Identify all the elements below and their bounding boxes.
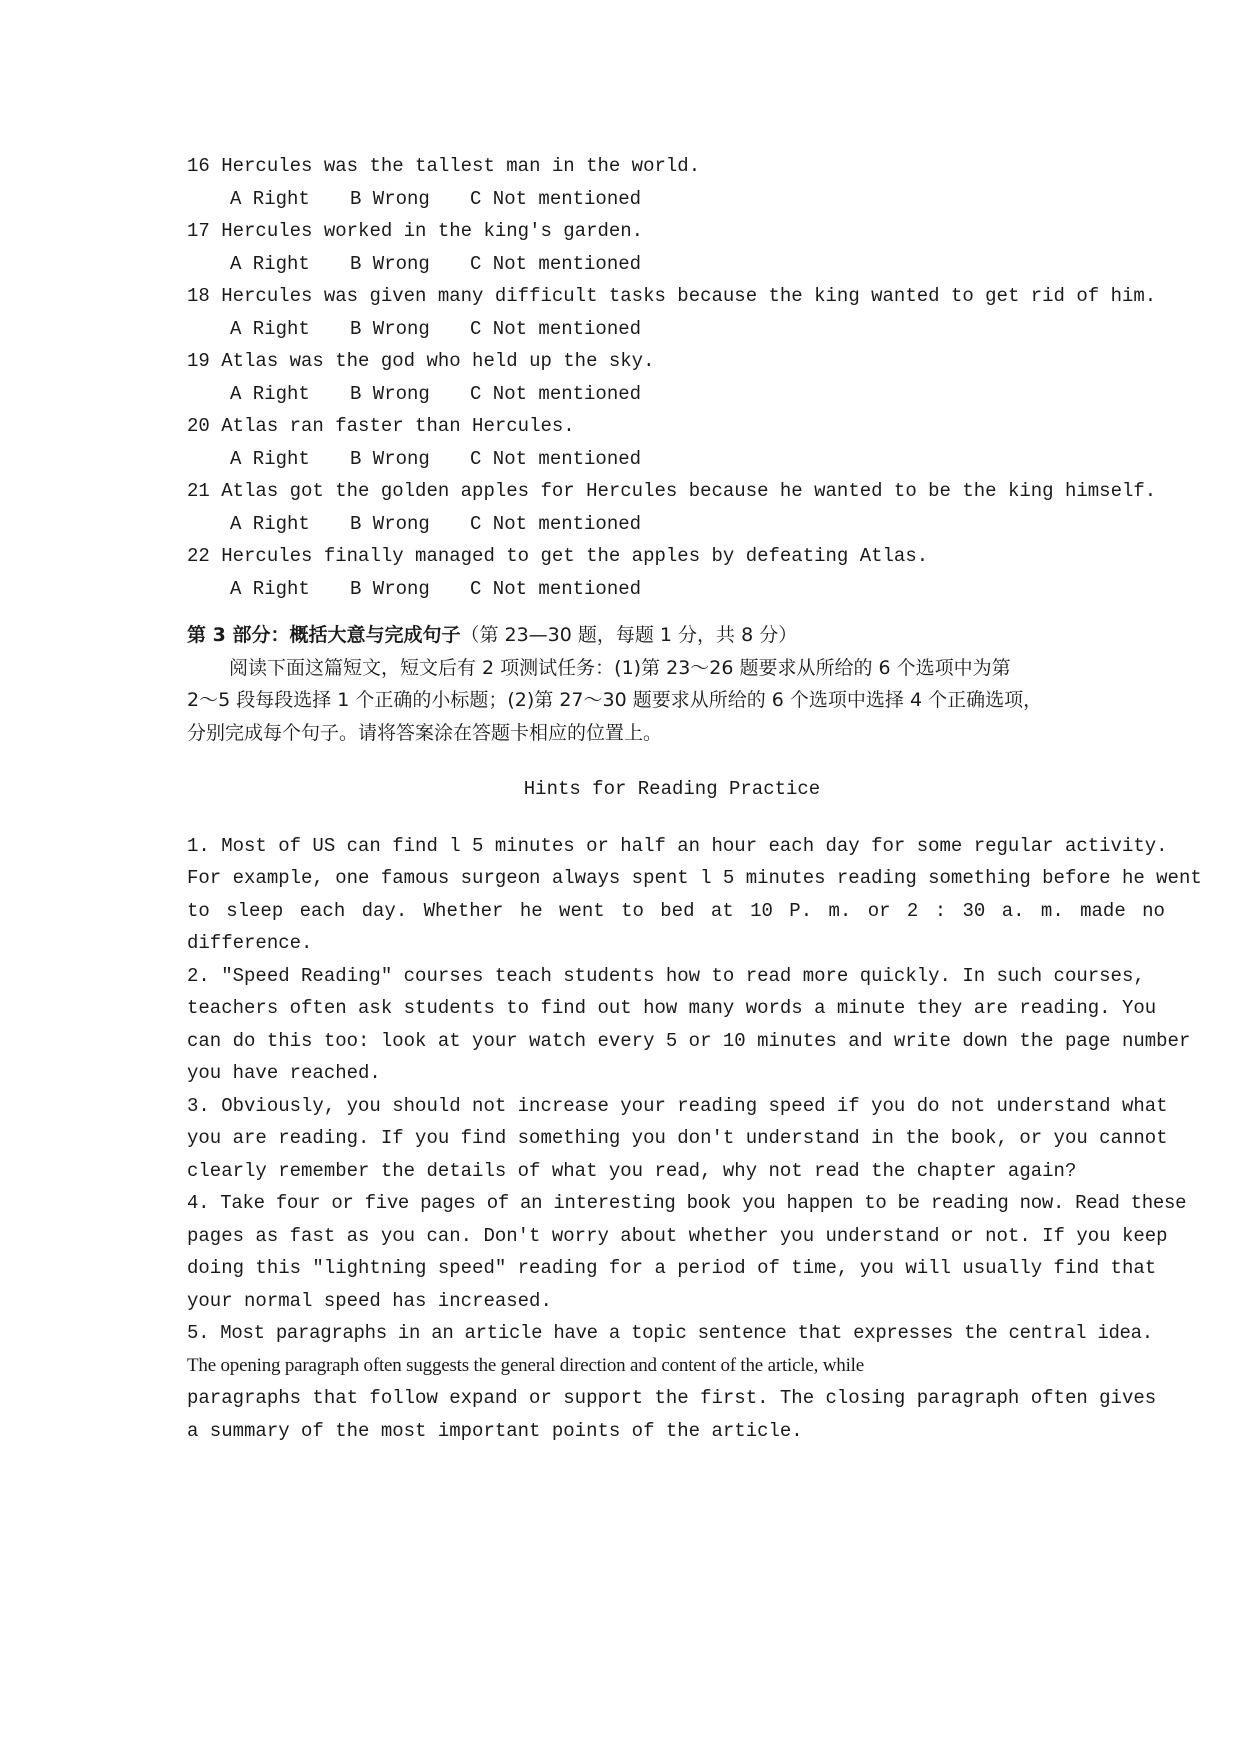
question-text xyxy=(187,150,1157,183)
paragraph-line: doing this "lightning speed" reading for a period of time, you will usually find that xyxy=(187,1257,1157,1279)
paragraph-line: paragraphs that follow expand or support the first. The closing paragraph often gives xyxy=(187,1387,1157,1409)
article-paragraph-2 xyxy=(187,960,1191,1090)
question-number: 17 xyxy=(187,220,210,242)
paragraph-line: pages as fast as you can. Don't worry about whether you understand or not. If you keep xyxy=(187,1224,1168,1247)
instruction-line: 分别完成每个句子。请将答案涂在答题卡相应的位置上。 xyxy=(187,721,663,744)
paragraph-line: For example, one famous surgeon always spent l 5 minutes reading something before he went xyxy=(187,867,1202,889)
option-c[interactable]: C Not mentioned xyxy=(470,512,642,535)
option-a[interactable]: A Right xyxy=(230,382,310,405)
option-b[interactable]: B Wrong xyxy=(350,577,430,600)
instruction-line: 阅读下面这篇短文，短文后有 2 项测试任务：(1)第 23～26 题要求从所给的 6 个选项中为第 xyxy=(229,656,1011,679)
question-21 xyxy=(187,475,1157,540)
article-paragraph-3 xyxy=(187,1090,1168,1188)
section-3-title: 第 3 部分：概括大意与完成句子 xyxy=(187,624,461,646)
question-18 xyxy=(187,280,1157,345)
question-19 xyxy=(187,345,1157,410)
paragraph-line: 4. Take four or five pages of an interesting book you happen to be reading now. Read these xyxy=(187,1192,1187,1214)
section-3-score-note: （第 23—30 题，每题 1 分，共 8 分） xyxy=(460,624,798,646)
option-c[interactable]: C Not mentioned xyxy=(470,317,642,340)
option-c[interactable]: C Not mentioned xyxy=(470,187,642,210)
question-20 xyxy=(187,410,1157,475)
section-3-heading xyxy=(187,619,1157,652)
question-options xyxy=(187,573,1157,606)
question-17 xyxy=(187,215,1157,280)
paragraph-line: 2. "Speed Reading" courses teach students how to read more quickly. In such courses, xyxy=(187,964,1145,987)
option-a[interactable]: A Right xyxy=(230,447,310,470)
question-22 xyxy=(187,540,1157,605)
paragraph-line: a summary of the most important points of the article. xyxy=(187,1419,803,1442)
question-text xyxy=(187,215,1157,248)
option-c[interactable]: C Not mentioned xyxy=(470,447,642,470)
option-c[interactable]: C Not mentioned xyxy=(470,577,642,600)
question-number: 16 xyxy=(187,155,210,177)
option-a[interactable]: A Right xyxy=(230,512,310,535)
option-b[interactable]: B Wrong xyxy=(350,317,430,340)
option-a[interactable]: A Right xyxy=(230,187,310,210)
question-stem: Hercules worked in the king's garden. xyxy=(221,220,644,242)
paragraph-line: your normal speed has increased. xyxy=(187,1289,552,1312)
article-paragraph-5 xyxy=(187,1317,1157,1447)
question-text xyxy=(187,280,1157,313)
question-16 xyxy=(187,150,1157,215)
article-paragraph-4 xyxy=(187,1187,1187,1317)
question-stem: Hercules was given many difficult tasks because the king wanted to get rid of him. xyxy=(221,285,1157,307)
option-c[interactable]: C Not mentioned xyxy=(470,252,642,275)
option-a[interactable]: A Right xyxy=(230,577,310,600)
option-b[interactable]: B Wrong xyxy=(350,252,430,275)
article-paragraph-1 xyxy=(187,830,1202,960)
option-a[interactable]: A Right xyxy=(230,317,310,340)
question-stem: Hercules finally managed to get the apples by defeating Atlas. xyxy=(221,545,929,567)
paragraph-line: 5. Most paragraphs in an article have a topic sentence that expresses the central idea. xyxy=(187,1322,1153,1344)
question-text xyxy=(187,475,1157,508)
question-number: 22 xyxy=(187,545,210,567)
instruction-line: 2～5 段每段选择 1 个正确的小标题；(2)第 27～30 题要求从所给的 6 个选项中选择 4 个正确选项， xyxy=(187,689,1043,711)
article-title: Hints for Reading Practice xyxy=(523,778,821,800)
paragraph-line: you are reading. If you find something you don't understand in the book, or you cannot xyxy=(187,1127,1168,1149)
question-number: 21 xyxy=(187,480,210,502)
question-stem: Atlas got the golden apples for Hercules because he wanted to be the king himself. xyxy=(221,480,1157,502)
question-options xyxy=(187,183,1157,216)
paragraph-line: 3. Obviously, you should not increase your reading speed if you do not understand what xyxy=(187,1094,1168,1117)
option-b[interactable]: B Wrong xyxy=(350,187,430,210)
question-text xyxy=(187,345,1157,378)
paragraph-line: you have reached. xyxy=(187,1062,381,1084)
question-number: 20 xyxy=(187,415,210,437)
question-text xyxy=(187,410,1157,443)
question-options xyxy=(187,508,1157,541)
option-b[interactable]: B Wrong xyxy=(350,512,430,535)
question-number: 19 xyxy=(187,350,210,372)
option-c[interactable]: C Not mentioned xyxy=(470,382,642,405)
question-stem: Atlas was the god who held up the sky. xyxy=(221,350,655,372)
question-list xyxy=(187,150,1157,605)
question-stem: Atlas ran faster than Hercules. xyxy=(221,415,575,437)
option-a[interactable]: A Right xyxy=(230,252,310,275)
option-b[interactable]: B Wrong xyxy=(350,447,430,470)
section-3-instructions xyxy=(187,652,1157,750)
question-stem: Hercules was the tallest man in the world. xyxy=(221,155,701,177)
question-options xyxy=(187,443,1157,476)
question-options xyxy=(187,313,1157,346)
document-page xyxy=(187,150,1202,1447)
question-options xyxy=(187,378,1157,411)
paragraph-line: The opening paragraph often suggests the general direction and content of the article, while xyxy=(187,1354,864,1376)
paragraph-line: clearly remember the details of what you read, why not read the chapter again? xyxy=(187,1159,1077,1182)
paragraph-line: teachers often ask students to find out how many words a minute they are reading. You xyxy=(187,997,1157,1019)
question-number: 18 xyxy=(187,285,210,307)
option-b[interactable]: B Wrong xyxy=(350,382,430,405)
paragraph-line: can do this too: look at your watch every 5 or 10 minutes and write down the page number xyxy=(187,1029,1191,1052)
paragraph-line: 1. Most of US can find l 5 minutes or half an hour each day for some regular activity. xyxy=(187,834,1168,857)
paragraph-line: to sleep each day. Whether he went to bed at 10 P. m. or 2 : 30 a. m. made no xyxy=(187,899,1165,922)
paragraph-line: difference. xyxy=(187,932,313,954)
question-options xyxy=(187,248,1157,281)
question-text xyxy=(187,540,1157,573)
